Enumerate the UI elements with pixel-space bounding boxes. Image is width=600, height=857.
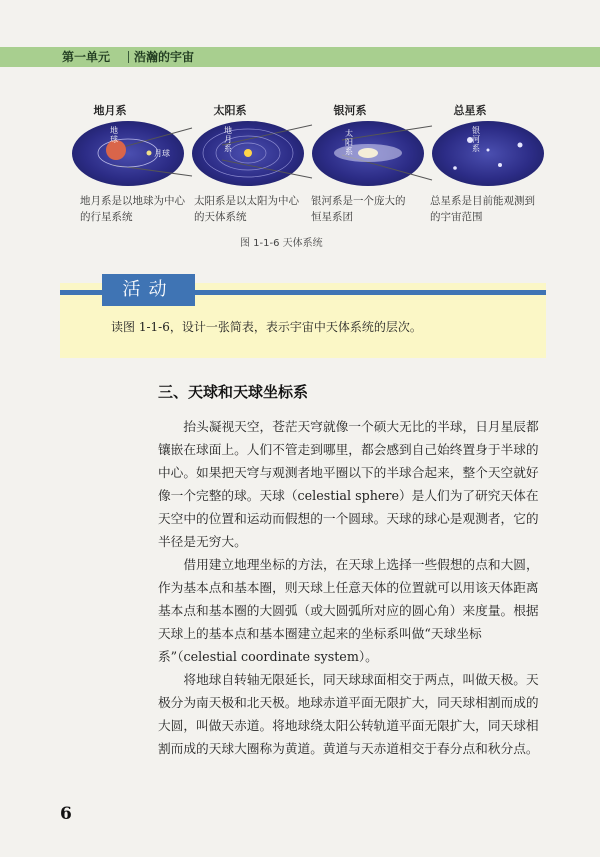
inner-label: 地: [224, 126, 232, 135]
inner-label: 系: [472, 144, 480, 153]
page-number: 6: [60, 804, 72, 824]
activity-text: 读图 1-1-6，设计一张简表，表示宇宙中天体系统的层次。: [111, 320, 422, 334]
inner-label: 太: [345, 129, 353, 138]
system-label-earth-moon: 地月系: [93, 104, 127, 117]
inner-label: 阳: [345, 138, 353, 147]
paragraph: 抬头凝视天空，苍茫天穹就像一个硕大无比的半球，日月星辰都镶嵌在球面上。人们不管走到哪里，都会感到自己始终置身于半球的中心。如果把天穹与观测者地平圈以下的半球合起来，整个天空就好像一个完整的球。天球（celestial sphere）是人们为了研究天体在天空中的位置和运动而假想的一个圆球。天球的球心是观测者，它的半径是无穷大。: [158, 419, 539, 549]
inner-label: 河: [472, 135, 480, 144]
figure-caption: 图 1-1-6 天体系统: [240, 238, 323, 249]
moon-icon: [147, 151, 152, 156]
activity-tab: 活动: [102, 274, 195, 306]
inner-label: 系: [224, 144, 232, 153]
star-cluster: [487, 149, 490, 152]
zoom-line: [222, 125, 312, 145]
unit-title: 浩瀚的宇宙: [134, 50, 195, 64]
system-label-solar: 太阳系: [213, 104, 247, 117]
sun-icon: [244, 149, 252, 157]
star-cluster: [498, 163, 502, 167]
caption-earth-moon: 地月系是以地球为中心的行星系统: [80, 195, 185, 223]
caption-galaxy: 银河系是一个庞大的恒星系团: [311, 195, 406, 223]
inner-label: 系: [345, 147, 353, 156]
star-cluster: [453, 166, 457, 170]
body-text: [158, 415, 548, 760]
inner-label: 月球: [154, 149, 170, 158]
star-cluster: [518, 143, 523, 148]
caption-universe: 总星系是目前能观测到的宇宙范围: [430, 195, 535, 223]
section-title: 三、天球和天球坐标系: [158, 383, 309, 401]
unit-label: 第一单元: [62, 50, 111, 64]
paragraph: 借用建立地理坐标的方法，在天球上选择一些假想的点和大圆，作为基本点和基本圈，则天球上任意天体的位置就可以用该天体距离基本点和基本圈的大圆弧（或大圆弧所对应的圆心角）来度量。根据天球上的基本点和基本圈建立起来的坐标系叫做“天球坐标系”（celestial coordinate system）。: [158, 557, 539, 664]
inner-label: 银: [472, 126, 480, 135]
inner-label: 月: [224, 135, 232, 144]
caption-solar: 太阳系是以太阳为中心的天体系统: [194, 195, 299, 223]
zoom-line: [342, 126, 432, 140]
system-label-universe: 总星系: [453, 104, 487, 117]
paragraph: 将地球自转轴无限延长，同天球球面相交于两点，叫做天极。天极分为南天极和北天极。地球赤道平面无限扩大，同天球相割而成的大圆，叫做天赤道。将地球绕太阳公转轨道平面无限扩大，同天球相割而成的天球大圈称为黄道。黄道与天赤道相交于春分点和秋分点。: [158, 672, 539, 756]
system-label-galaxy: 银河系: [333, 104, 367, 117]
inner-label: 地: [110, 126, 118, 135]
galaxy-core: [358, 148, 378, 158]
inner-label: 球: [110, 135, 118, 144]
